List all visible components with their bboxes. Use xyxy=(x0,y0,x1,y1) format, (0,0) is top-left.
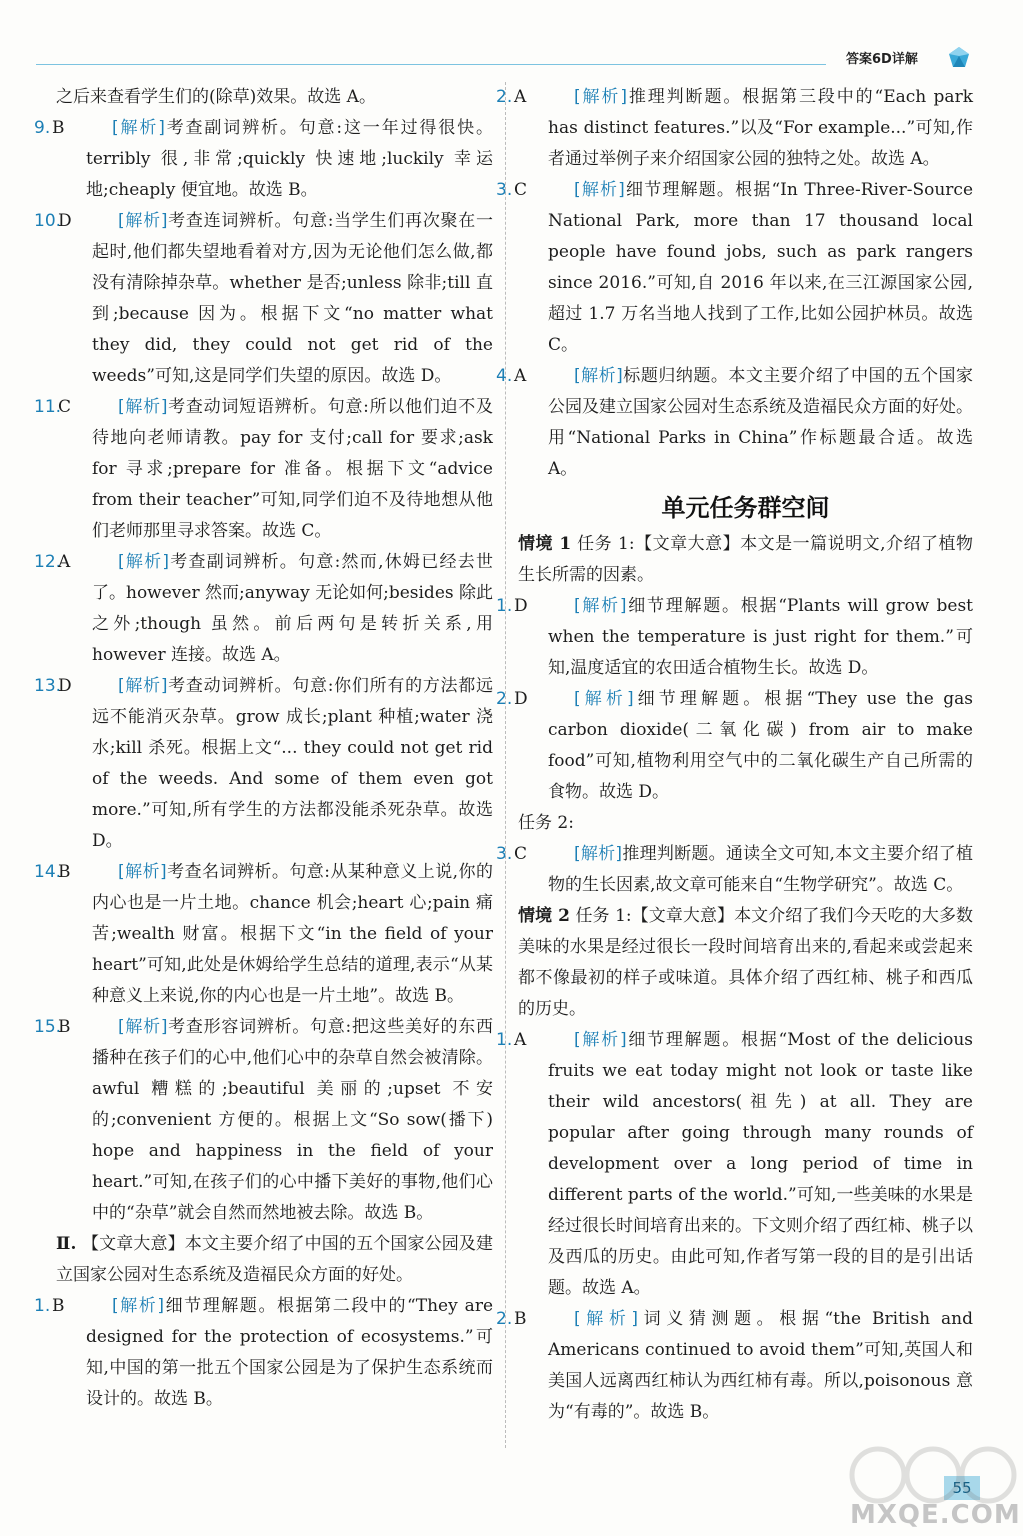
question-number: 2. xyxy=(496,1309,513,1329)
analysis-tag: [解析] xyxy=(118,552,170,572)
analysis-tag: [解析] xyxy=(118,862,167,882)
answer-option: A xyxy=(58,552,71,572)
paragraph-text: 任务 2: xyxy=(518,813,574,833)
answer-item xyxy=(496,1304,973,1428)
answer-item xyxy=(34,113,493,206)
header-label: 答案6D详解 xyxy=(846,52,918,67)
question-number: 2. xyxy=(496,87,513,107)
analysis-tag: [解析] xyxy=(118,211,168,231)
answer-option: D xyxy=(58,676,72,696)
question-number: 14. xyxy=(34,862,62,882)
analysis-text: 考查名词辨析。句意:从某种意义上说,你的内心也是一片土地。chance 机会;heart 心;pain 痛苦;wealth 财富。根据下文“in the field of your heart”可知,此处是休姆给学生总结的道理,表示“从某种意义上来说,你的内心也是一片土地”。故选 B。 xyxy=(92,862,493,1006)
answer-item xyxy=(34,671,493,857)
analysis-text: 考查动词短语辨析。句意:所以他们迫不及待地向老师请教。pay for 支付;call for 要求;ask for 寻求;prepare for 准备。根据下文“advice from their teacher”可知,同学们迫不及待地想从他们老师那里寻求答案。故选 C。 xyxy=(92,397,493,541)
question-number: 4. xyxy=(496,366,513,386)
analysis-tag: [解析] xyxy=(574,844,623,864)
left-column xyxy=(34,82,494,1415)
right-column xyxy=(496,82,974,1428)
answer-item xyxy=(496,591,973,684)
question-number: 1. xyxy=(34,1296,51,1316)
analysis-text: 细节理解题。根据第二段中的“They are designed for the protection of ecosystems.”可知,中国的第一批五个国家公园是为了保护生态系统而设计的。故选 B。 xyxy=(86,1296,494,1409)
paragraph xyxy=(518,808,973,839)
analysis-tag: [解析] xyxy=(118,1017,168,1037)
header-rule xyxy=(36,64,826,65)
paragraph-lead: 情境 1 xyxy=(518,534,572,554)
analysis-text: 考查形容词辨析。句意:把这些美好的东西播种在孩子们的心中,他们心中的杂草自然会被清除。awful 糟糕的;beautiful 美丽的;upset 不安的;convenient 方便的。根据上文“So sow(播下) hope and happiness in the field of your heart.”可知,在孩子们的心中播下美好的事物,他们心中的“杂草”就会自然而然地被去除。故选 B。 xyxy=(92,1017,493,1223)
analysis-tag: [解析] xyxy=(574,596,627,616)
answer-option: B xyxy=(58,1017,71,1037)
analysis-text: 细节理解题。根据“In Three-River-Source National Park, more than 17 thousand local people have found jobs, such as park rangers since 2016.”可知,自 2016 年以来,在三江源国家公园,超过 1.7 万名当地人找到了工作,比如公园护林员。故选 C。 xyxy=(548,180,974,355)
analysis-text: 标题归纳题。本文主要介绍了中国的五个国家公园及建立国家公园对生态系统及造福民众方面的好处。用“National Parks in China”作标题最合适。故选 A。 xyxy=(548,366,973,479)
analysis-tag: [解析] xyxy=(112,118,165,138)
analysis-text: 考查动词辨析。句意:你们所有的方法都远远不能消灭杂草。grow 成长;plant 种植;water 浇水;kill 杀死。根据上文“... they could not get rid of the weeds. And some of them even got more.”可知,所有学生的方法都没能杀死杂草。故选 D。 xyxy=(92,676,493,851)
paragraph-lead: Ⅱ. xyxy=(56,1234,77,1254)
answer-option: D xyxy=(514,596,528,616)
answer-option: C xyxy=(58,397,72,417)
answer-item xyxy=(34,1012,493,1229)
paragraph xyxy=(56,82,493,113)
analysis-text: 细节理解题。根据“Most of the delicious fruits we eat today might not look or taste like their wild ancestors(祖先) at all. They are popular after going through many rounds of development over a long period of time in different parts of the world.”可知,一些美味的水果是经过很长时间培育出来的。下文则介绍了西红柿、桃子以及西瓜的历史。由此可知,作者写第一段的目的是引出话题。故选 A。 xyxy=(548,1030,974,1298)
question-number: 12. xyxy=(34,552,62,572)
analysis-text: 细节理解题。根据“Plants will grow best when the temperature is just right for them.”可知,温度适宜的农田适合植物生长。故选 D。 xyxy=(548,596,973,678)
question-number: 13. xyxy=(34,676,62,696)
answer-option: C xyxy=(514,180,528,200)
analysis-text: 考查连词辨析。句意:当学生们再次聚在一起时,他们都失望地看着对方,因为无论他们怎么做,都没有清除掉杂草。whether 是否;unless 除非;till 直到;because 因为。根据下文“no matter what they did, they could not get rid of the weeds”可知,这是同学们失望的原因。故选 D。 xyxy=(92,211,493,386)
question-number: 2. xyxy=(496,689,513,709)
question-number: 1. xyxy=(496,596,513,616)
gem-icon xyxy=(948,46,970,68)
paragraph-text: 之后来查看学生们的(除草)效果。故选 A。 xyxy=(56,87,376,107)
question-number: 10. xyxy=(34,211,62,231)
answer-item xyxy=(496,1025,974,1304)
analysis-text: 推理判断题。根据第三段中的“Each park has distinct features.”以及“For example...”可知,作者通过举例子来介绍国家公园的独特之处。故选 A。 xyxy=(548,87,973,169)
answer-item xyxy=(34,392,493,547)
answer-item xyxy=(34,857,493,1012)
page-number: 55 xyxy=(944,1476,980,1500)
question-number: 9. xyxy=(34,118,51,138)
answer-item xyxy=(34,547,494,671)
analysis-tag: [解析] xyxy=(118,397,168,417)
paragraph-lead: 情境 2 xyxy=(518,906,570,926)
analysis-tag: [解析] xyxy=(118,676,168,696)
question-number: 1. xyxy=(496,1030,513,1050)
answer-option: B xyxy=(52,1296,65,1316)
answer-option: D xyxy=(58,211,72,231)
answer-item xyxy=(496,361,973,485)
analysis-text: 考查副词辨析。句意:然而,休姆已经去世了。however 然而;anyway 无论如何;besides 除此之外;though 虽然。前后两句是转折关系,用 however 连接。故选 A。 xyxy=(92,552,494,665)
answer-option: A xyxy=(514,87,527,107)
column-divider xyxy=(505,82,506,1448)
analysis-text: 推理判断题。通读全文可知,本文主要介绍了植物的生长因素,故文章可能来自“生物学研究”。故选 C。 xyxy=(548,844,974,895)
answer-option: B xyxy=(52,118,65,138)
analysis-tag: [解析] xyxy=(574,1030,627,1050)
question-number: 11. xyxy=(34,397,62,417)
paragraph-text: 【文章大意】本文主要介绍了中国的五个国家公园及建立国家公园对生态系统及造福民众方面的好处。 xyxy=(56,1234,494,1285)
paragraph-text: 任务 1:【文章大意】本文介绍了我们今天吃的大多数美味的水果是经过很长一段时间培育出来的,看起来或尝起来都不像最初的样子或味道。具体介绍了西红柿、桃子和西瓜的历史。 xyxy=(518,906,974,1019)
analysis-tag: [解析] xyxy=(574,87,627,107)
analysis-text: 细节理解题。根据“They use the gas carbon dioxide(二氧化碳) from air to make food”可知,植物利用空气中的二氧化碳生产自己所需的食物。故选 D。 xyxy=(548,689,973,802)
paragraph xyxy=(518,901,973,1025)
answer-option: A xyxy=(514,366,527,386)
analysis-tag: [解析] xyxy=(112,1296,164,1316)
analysis-tag: [解析] xyxy=(574,689,634,709)
answer-option: B xyxy=(58,862,71,882)
answer-option: A xyxy=(514,1030,527,1050)
paragraph xyxy=(518,529,973,591)
watermark-text: MXQE.COM xyxy=(850,1500,1021,1530)
question-number: 3. xyxy=(496,180,513,200)
analysis-text: 词义猜测题。根据“the British and Americans continued to avoid them”可知,英国人和美国人远离西红柿认为西红柿有毒。所以,poisonous 意为“有毒的”。故选 B。 xyxy=(548,1309,973,1422)
analysis-tag: [解析] xyxy=(574,366,623,386)
paragraph xyxy=(56,1229,493,1291)
paragraph-text: 任务 1:【文章大意】本文是一篇说明文,介绍了植物生长所需的因素。 xyxy=(518,534,973,585)
answer-item xyxy=(496,839,974,901)
answer-item xyxy=(34,1291,494,1415)
question-number: 3. xyxy=(496,844,513,864)
analysis-tag: [解析] xyxy=(574,180,625,200)
answer-option: D xyxy=(514,689,528,709)
analysis-tag: [解析] xyxy=(574,1309,639,1329)
answer-item xyxy=(34,206,493,392)
answer-item xyxy=(496,175,974,361)
answer-option: B xyxy=(514,1309,527,1329)
analysis-text: 考查副词辨析。句意:这一年过得很快。terribly 很,非常;quickly 快速地;luckily 幸运地;cheaply 便宜地。故选 B。 xyxy=(86,118,493,200)
section-title: 单元任务群空间 xyxy=(661,494,830,522)
question-number: 15. xyxy=(34,1017,62,1037)
answer-item xyxy=(496,684,973,808)
answer-item xyxy=(496,82,973,175)
answer-option: C xyxy=(514,844,528,864)
